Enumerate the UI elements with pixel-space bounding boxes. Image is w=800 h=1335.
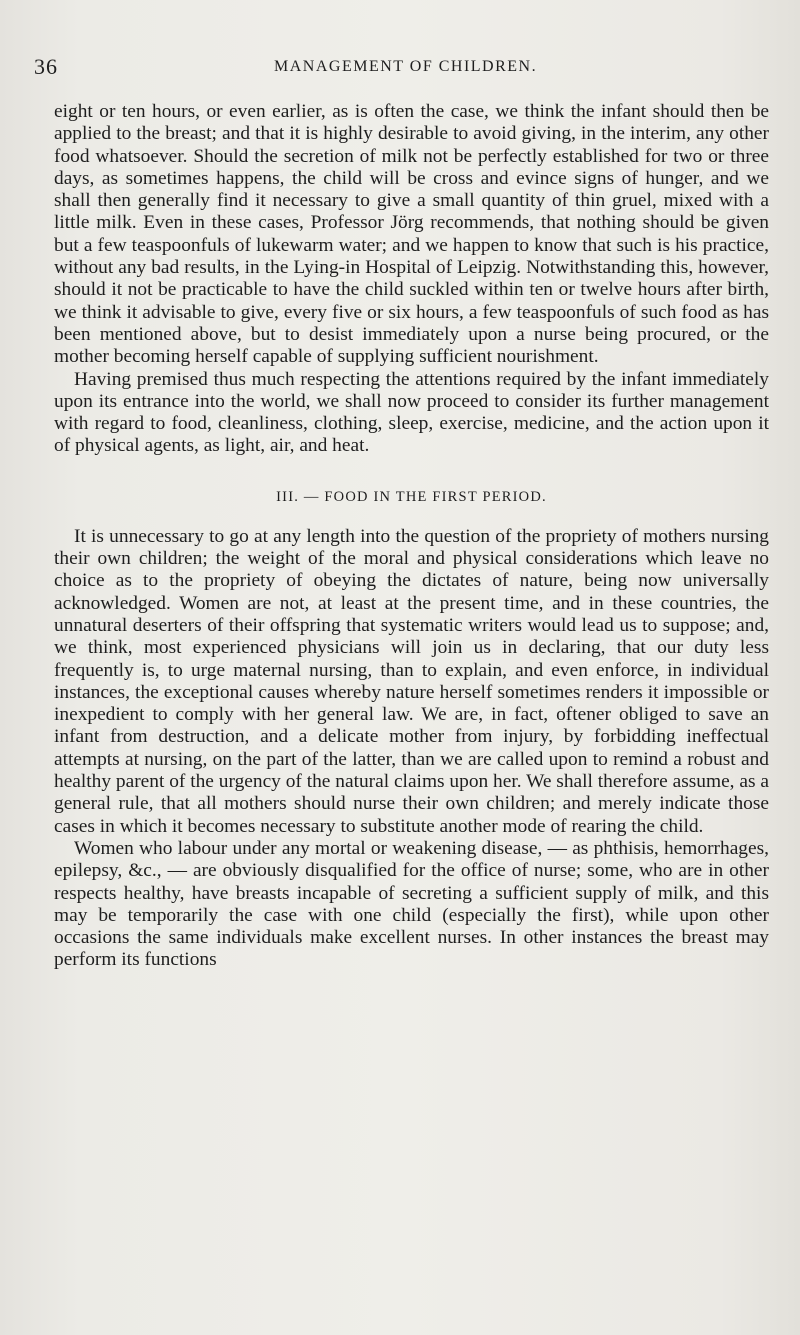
paragraph-premised: Having premised thus much respecting the attentions required by the infant immediately upon its entrance into the world, we shall now proceed to consider its further management with regard to food, cleanliness, clothing, sleep, exercise, medicine, and the action upon it of physical agents, as light, air, and heat. bbox=[54, 368, 769, 457]
page-header bbox=[34, 52, 774, 82]
body-text bbox=[54, 101, 769, 972]
paragraph-continued: eight or ten hours, or even earlier, as is often the case, we think the infant should then be applied to the breast; and that it is highly desirable to avoid giving, in the interim, any other food whatsoever. Should the secretion of milk not be perfectly established for two or three days, as sometimes happens, the child will be cross and evince signs of hunger, and we shall then generally find it necessary to give a small quantity of thin gruel, mixed with a little milk. Even in these cases, Professor Jörg recommends, that nothing should be given but a few teaspoonfuls of lukewarm water; and we happen to know that such is his practice, without any bad results, in the Lying-in Hospital of Leipzig. Notwithstanding this, however, should it not be practicable to have the child suckled within ten or twelve hours after birth, we think it advisable to give, every five or six hours, a few teaspoonfuls of such food as has been mentioned above, but to desist immediately upon a nurse being procured, or the mother becoming herself capable of supplying sufficient nourishment. bbox=[54, 101, 769, 368]
page-number: 36 bbox=[34, 54, 58, 79]
paragraph-propriety: It is unnecessary to go at any length into the question of the propriety of mothers nursing their own children; the weight of the moral and physical considerations which leave no choice as to the propriety of obeying the dictates of nature, being now universally acknowledged. Women are not, at least at the present time, and in these countries, the unnatural deserters of their offspring that systematic writers would lead us to suppose; and, we think, most experienced physicians will join us in declaring, that our duty less frequently is, to urge maternal nursing, than to explain, and even enforce, in individual instances, the exceptional causes whereby nature herself sometimes renders it impossible or inexpedient to comply with her general law. We are, in fact, oftener obliged to save an infant from destruction, and a delicate mother from injury, by forbidding ineffectual attempts at nursing, on the part of the latter, than we are called upon to remind a robust and healthy parent of the urgency of the natural claims upon her. We shall therefore assume, as a general rule, that all mothers should nurse their own children; and merely indicate those cases in which it becomes necessary to substitute another mode of rearing the child. bbox=[54, 525, 769, 837]
running-head: MANAGEMENT OF CHILDREN. bbox=[274, 58, 538, 75]
paragraph-disqualified: Women who labour under any mortal or weakening disease, — as phthisis, hemorrhages, epilepsy, &c., — are obviously disqualified for the office of nurse; some, who are in other respects healthy, have breasts incapable of secreting a sufficient supply of milk, and this may be temporarily the case with one child (especially the first), while upon other occasions the same individuals make excellent nurses. In other instances the breast may perform its functions bbox=[54, 837, 769, 971]
section-heading: III. — FOOD IN THE FIRST PERIOD. bbox=[276, 488, 547, 505]
